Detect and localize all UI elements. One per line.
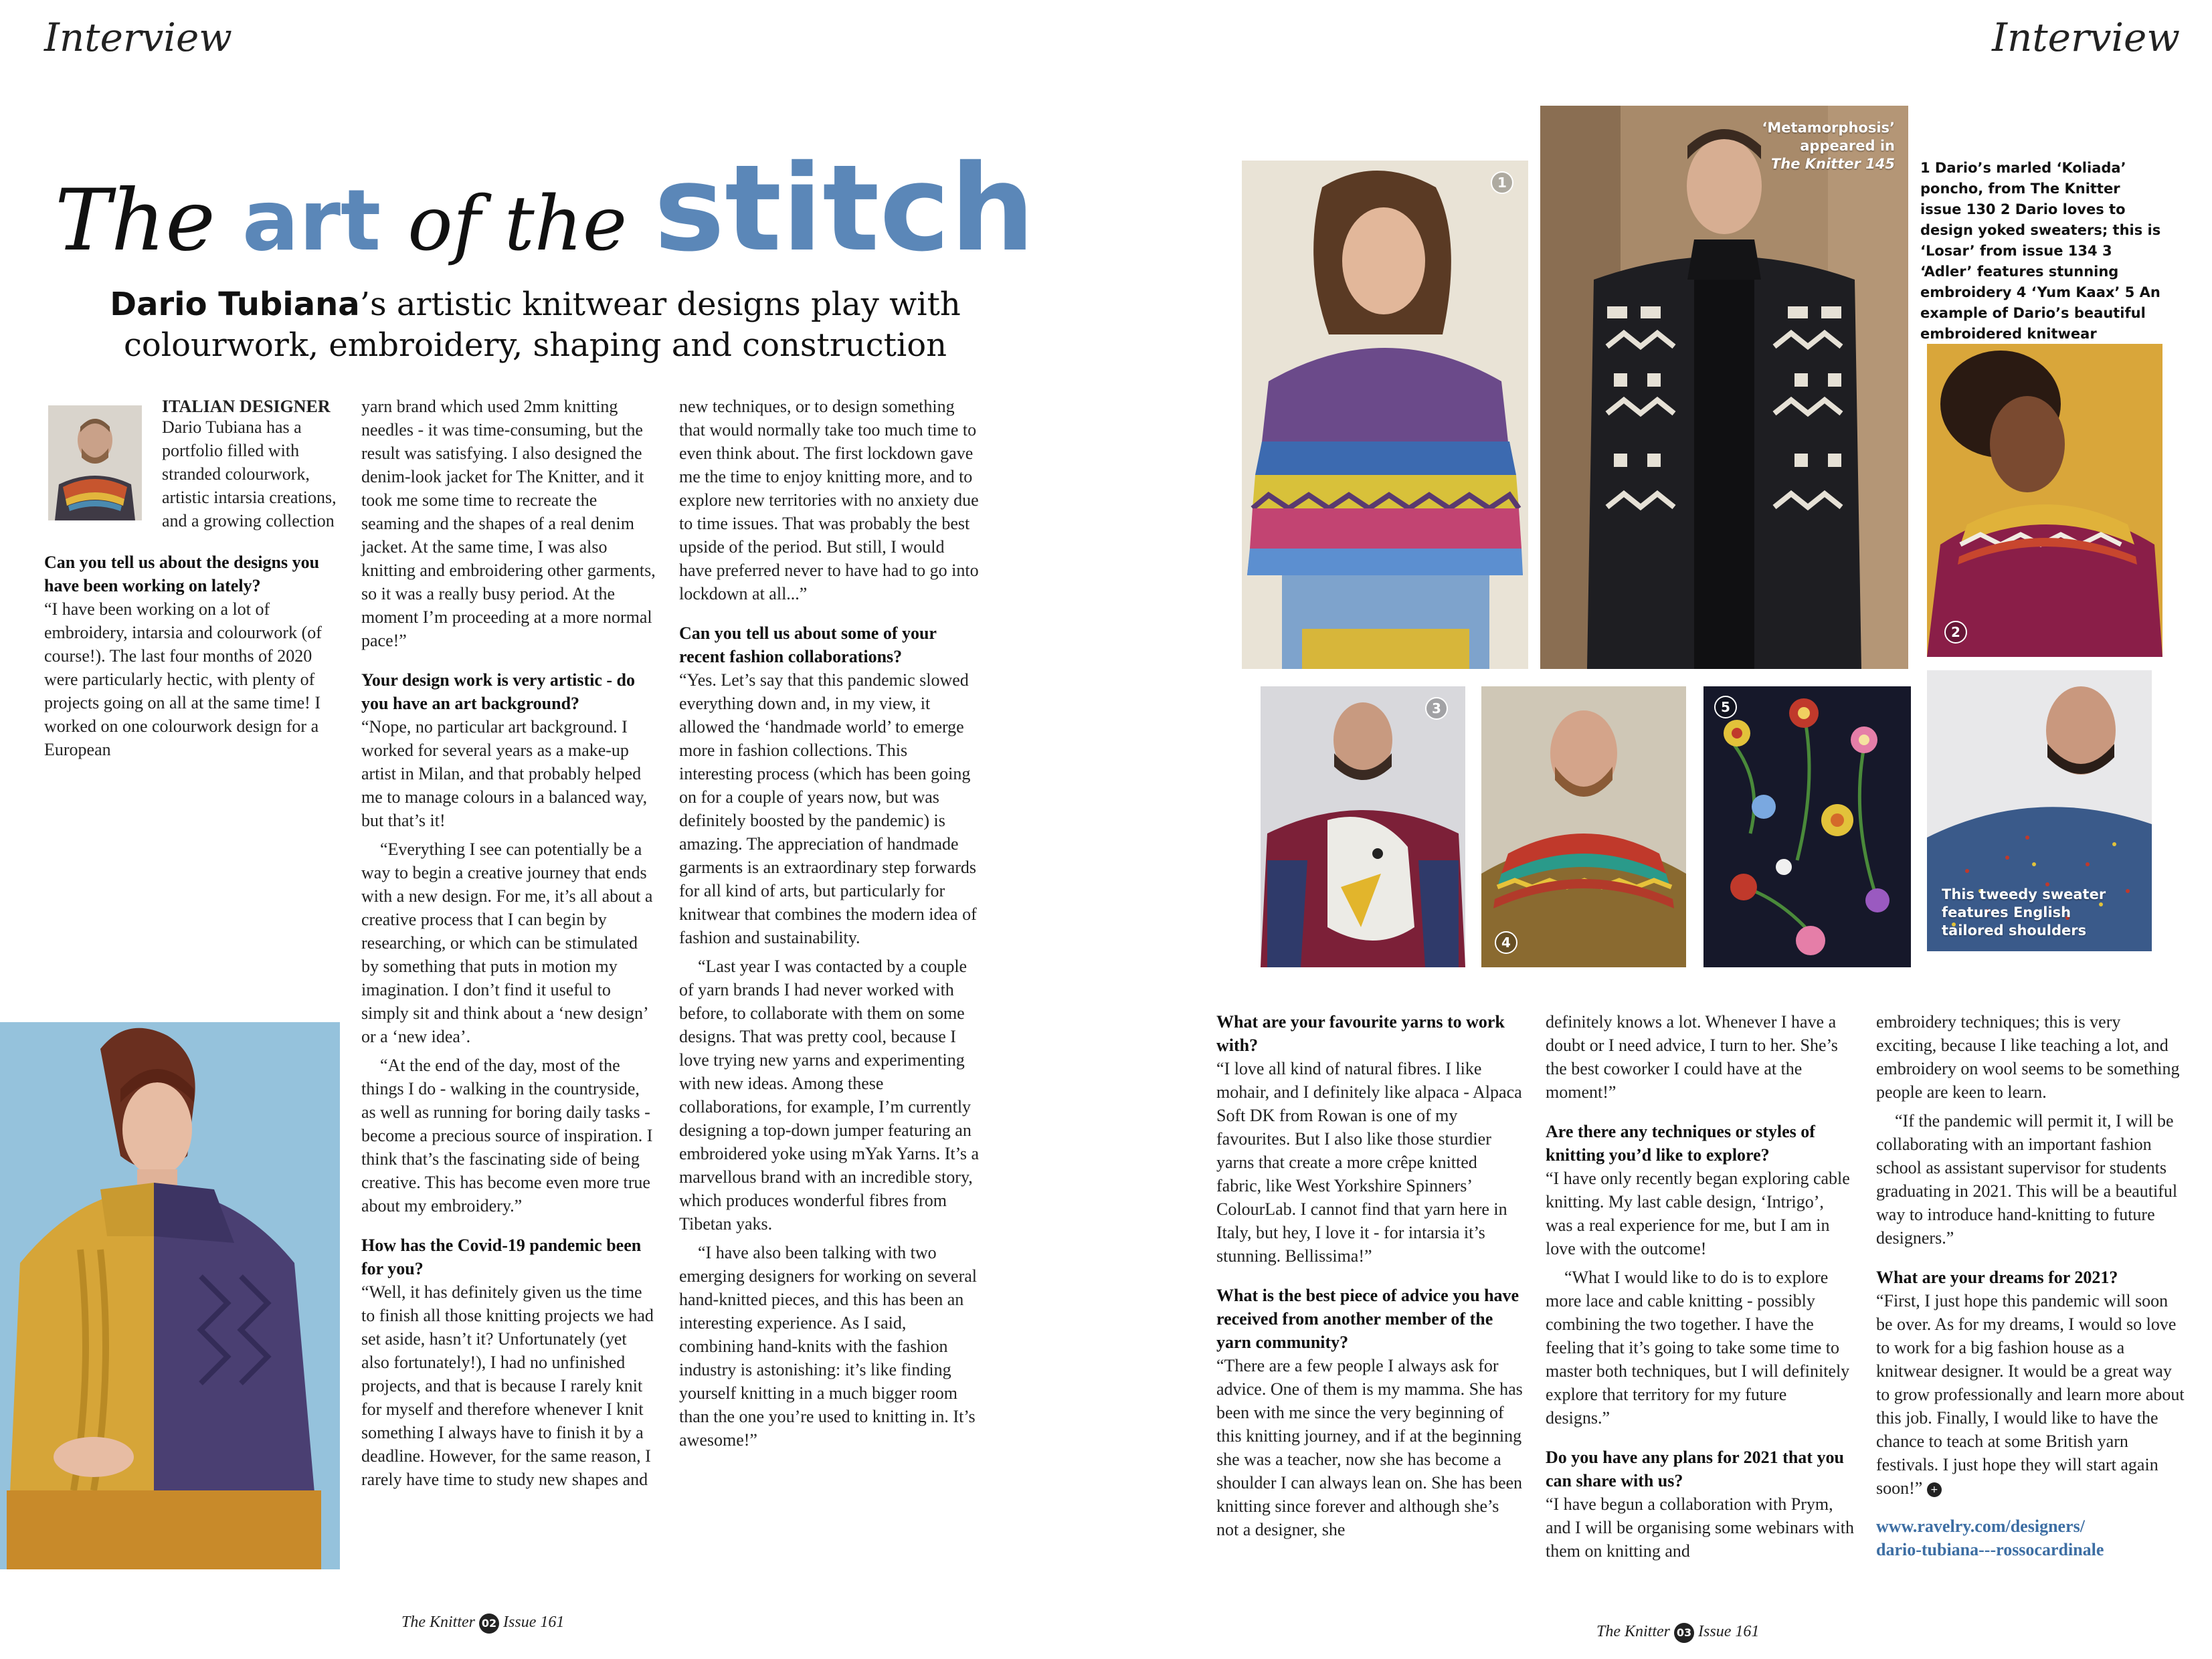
standfirst-name: Dario Tubiana [110,286,360,323]
answer-dreams-text: “First, I just hope this pandemic will soon be over. As for my dreams, I would so love to work for a big fashion house as a knitwear designer. It would be a great way to grow professionally and learn more about this job. Finally, I would like to have the chance to teach at some British yarn festivals. I just hope they will start again soon!” [1876,1291,2185,1498]
caption-line: tailored shoulders [1942,922,2087,939]
footer-page-number: 03 [1674,1623,1694,1643]
paragraph: embroidery techniques; this is very exciting, because I like teaching a lot, and embroidery on wool seems to be something people are keen to learn. [1876,1012,2180,1102]
end-mark-icon: + [1927,1482,1942,1497]
ravelry-link-wrap [1876,1515,2185,1561]
standfirst-text: ’s artistic knitwear designs play with colourwork, embroidery, shaping and construction [123,286,961,365]
photo-embroidered-knitwear [1703,686,1911,967]
paragraph: new techniques, or to design something that would normally take too much time to even think about. The first lockdown gave me the time to enjoy knitting more, and to explore new territories with no anxiety due to time issues. That was probably the best upside of the period. But still, I would have preferred never to have had to go into lockdown at all...” [679,397,979,603]
link-line: dario-tubiana---rossocardinale [1876,1540,2104,1559]
headline-art: art [242,171,381,270]
question-plans-2021: Do you have any plans for 2021 that you can share with us? [1546,1448,1844,1490]
footer-issue: Issue 161 [503,1614,565,1631]
link-line: www.ravelry.com/designers/ [1876,1517,2085,1536]
answer-designs: “I have been working on a lot of embroidery, intarsia and colourwork (of course!). The last four months of 2020 were particularly hectic, with plenty of projects going on all at the same time! I worked on one colourwork design for a European [44,599,322,759]
paragraph: yarn brand which used 2mm knitting needles - it was time-consuming, but the result was satisfying. I also designed the denim-look jacket for The Knitter, and it took me some time to recreate the seaming and the shapes of a real denim jacket. At the same time, I was also knitting and embroidering other garments, so it was a really busy period. At the moment I’m proceeding at a more normal pace!” [361,397,656,650]
answer-favourite-yarns: “I love all kind of natural fibres. I like mohair, and I definitely like alpaca - Alpaca Soft DK from Rowan is one of my favourites. But I also like those sturdier yarns that create a more crêpe knitted fabric, like West Yorkshire Spinners’ ColourLab. I cannot find that yarn here in Italy, but hey, I love it - for intarsia it’s stunning. Bellissima!” [1216,1059,1522,1266]
left-column-2 [361,395,656,1496]
photo-badge-3: 3 [1425,697,1448,720]
paragraph: “What I would like to do is to explore more lace and cable knitting - possibly combining the two together. I have the feeling that it’s going to take some time to master both techniques, but I will definitely explore that territory for my future designs.” [1546,1268,1850,1428]
photo-captions-list: 1 Dario’s marled ‘Koliada’ poncho, from The Knitter issue 130 2 Dario loves to design yoked sweaters; this is ‘Losar’ from issue 134 3 ‘Adler’ features stunning embroidery 4 ‘Yum Kaax’ 5 An example of Dario’s beautiful embroidered knitwear [1920,160,2161,342]
headline-the: The [55,171,215,270]
page-footer-left [401,1614,564,1634]
question-techniques: Are there any techniques or styles of knitting you’d like to explore? [1546,1122,1815,1165]
photo-badge-5: 5 [1714,696,1737,718]
paragraph: “I have also been talking with two emerging designers for working on several hand-knitted pieces, and this has been an interesting experience. As I said, combining hand-knits with the fashion industry is astonishing: it’s like finding yourself knitting in a much bigger room than the one you’re used to knitting in. It’s awesome!” [679,1243,978,1450]
photo-metamorphosis-cardigan [1540,106,1908,669]
caption-line: ‘Metamorphosis’ [1762,120,1895,136]
answer-dreams-2021 [1876,1289,2185,1500]
question-best-advice: What is the best piece of advice you have received from another member of the yarn community? [1216,1286,1519,1352]
question-fashion: Can you tell us about some of your recent fashion collaborations? [679,623,937,666]
caption-tweedy-sweater [1942,886,2106,940]
paragraph: “At the end of the day, most of the things I do - walking in the countryside, as well as running for boring daily tasks - become a precious source of inspiration. I think that’s the fascinating side of being creative. This has become even more true about my embroidery.” [361,1056,653,1215]
left-column-3 [679,395,980,1457]
answer-best-advice: “There are a few people I always ask for advice. One of them is my mamma. She has been with me since the very beginning of this knitting journey, and if at the beginning she was a teacher, now she has become a shoulder I can always lean on. She has been knitting since forever and although she’s not a designer, she [1216,1356,1523,1539]
photo-yum-kaax-sweater [1481,686,1686,967]
caption-line: appeared in [1800,138,1895,154]
right-column-1 [1216,1010,1526,1547]
question-dreams-2021: What are your dreams for 2021? [1876,1268,2118,1287]
answer-plans-2021: “I have begun a collaboration with Prym, and I will be organising some webinars with them on knitting and [1546,1494,1854,1561]
standfirst [87,284,984,367]
right-column-3 [1876,1010,2185,1567]
intro-text: Dario Tubiana has a portfolio filled with stranded colourwork, artistic intarsia creations, and a growing collection [162,417,337,530]
paragraph: definitely knows a lot. Whenever I have a doubt or I need advice, I turn to her. She’s the best coworker I could have at the moment!” [1546,1012,1838,1102]
photo-koliada-poncho [1242,161,1528,669]
answer-techniques: “I have only recently began exploring cable knitting. My last cable design, ‘Intrigo’, was a real experience for me, but I am in love with the outcome! [1546,1169,1850,1258]
caption-line: features English [1942,904,2071,920]
page-footer-right [1596,1623,1759,1643]
footer-magazine: The Knitter [1596,1623,1671,1640]
ravelry-link[interactable] [1876,1517,2104,1559]
answer-art-background: “Nope, no particular art background. I worked for several years as a make-up artist in Milan, and that probably helped me to manage colours in a balanced way, but that’s it! [361,717,648,830]
paragraph: “Everything I see can potentially be a way to begin a creative journey that ends with a new design. For me, it’s all about a creative process that I can begin by researching, or which can be stimulated by something that puts in motion my imagination. I don’t find it useful to simply sit and think about a ‘new design’ or a ‘new idea’. [361,840,653,1046]
photo-tweedy-sweater [1927,670,2152,951]
footer-page-number: 02 [479,1614,499,1634]
left-column-1 [44,395,339,767]
photo-badge-2: 2 [1944,621,1967,644]
paragraph: “Last year I was contacted by a couple of yarn brands I had never worked with before, to collaborate with them on some designs. That was pretty cool, because I love trying new yarns and experimenting with new ideas. Among these collaborations, for example, I’m currently designing a top-down jumper featuring an embroidered yoke using mYak Yarns. It’s a marvellous brand with an incredible story, which produces wonderful fibres from Tibetan yaks. [679,957,979,1234]
paragraph: “If the pandemic will permit it, I will be collaborating with an important fashion school as assistant supervisor for students graduating in 2021. This will be a beautiful way to introduce hand-knitting to future designers.” [1876,1111,2178,1248]
section-label: Interview [44,15,232,60]
photo-badge-1: 1 [1491,171,1513,194]
answer-covid: “Well, it has definitely given us the time to finish all those knitting projects we had set aside, hasn’t it? Unfortunately (yet also fortunately!), I had no unfinished projects, and that is because I rarely knit for myself and therefore whenever I knit something I always have to finish it by a deadline. However, for the same reason, I rarely have time to study new shapes and [361,1282,654,1489]
footer-issue: Issue 161 [1698,1623,1760,1640]
question-favourite-yarns: What are your favourite yarns to work with? [1216,1012,1505,1055]
intro-title: ITALIAN DESIGNER [162,397,331,416]
answer-fashion: “Yes. Let’s say that this pandemic slowed everything down and, in my view, it allowed the ‘handmade world’ to emerge more in fashion collections. This interesting process (which has been going on for a couple of years now, but was definitely boosted by the pandemic) is amazing. The appreciation of handmade garments is an extraordinary step forwards for all kind of arts, but particularly for knitwear that combines the modern idea of fashion and sustainability. [679,670,977,947]
headline [55,137,1035,280]
question-art-background: Your design work is very artistic - do you have an art background? [361,670,636,713]
photo-adler-sweater [1261,686,1465,967]
section-label: Interview [1992,15,2180,60]
footer-magazine: The Knitter [401,1614,476,1631]
caption-line: The Knitter 145 [1770,156,1895,172]
question-designs: Can you tell us about the designs you have been working on lately? [44,553,320,595]
caption-metamorphosis [1762,119,1895,173]
headline-of-the: of the [407,181,628,268]
photo-badge-4: 4 [1495,931,1517,954]
caption-line: This tweedy sweater [1942,886,2106,902]
headline-stitch: stitch [654,139,1035,278]
right-column-2 [1546,1010,1855,1568]
intarsia-sweater-photo [0,1022,340,1569]
photo-losar-sweater [1927,344,2162,657]
question-covid: How has the Covid-19 pandemic been for you? [361,1236,642,1278]
intro-text-wrap [44,415,339,534]
